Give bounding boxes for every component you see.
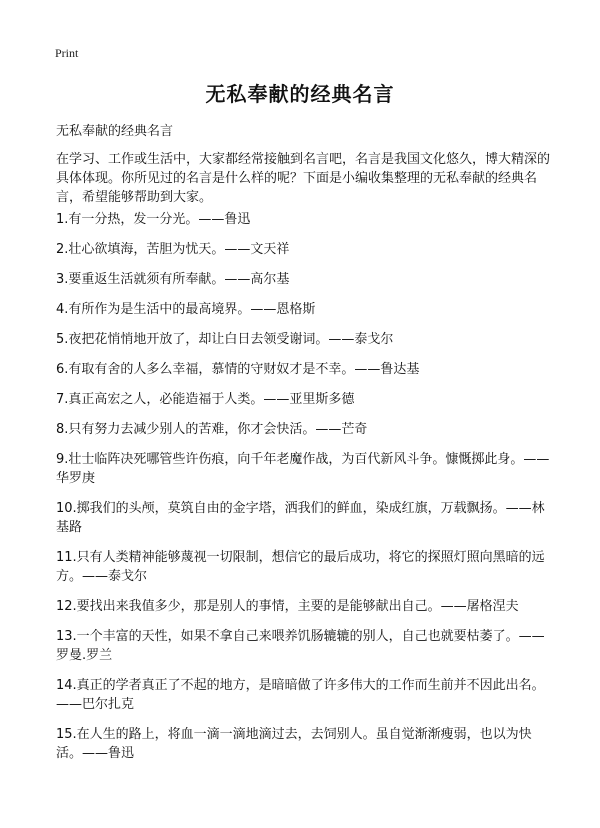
quote-item: 11.只有人类精神能够蔑视一切限制，想信它的最后成功，将它的探照灯照向黑暗的远方。——泰戈尔 (56, 550, 545, 584)
quote-item: 13.一个丰富的天性，如果不拿自己来喂养饥肠辘辘的别人，自己也就要枯萎了。——罗曼.罗兰 (56, 629, 545, 663)
quote-item: 2.壮心欲填海，苦胆为忧天。——文天祥 (56, 242, 290, 257)
intro-paragraph: 在学习、工作或生活中，大家都经常接触到名言吧，名言是我国文化悠久，博大精深的具体体现。你所见过的名言是什么样的呢？下面是小编收集整理的无私奉献的经典名言，希望能够帮助到大家。 (56, 152, 551, 205)
quote-item: 12.要找出来我值多少，那是别人的事情，主要的是能够献出自己。——屠格涅夫 (56, 599, 519, 614)
quote-item: 4.有所作为是生活中的最高境界。——恩格斯 (56, 302, 316, 317)
quote-item: 15.在人生的路上，将血一滴一滴地滴过去，去饲别人。虽自觉渐渐瘦弱，也以为快活。——鲁迅 (56, 727, 532, 761)
quote-item: 7.真正高宏之人，必能造福于人类。——亚里斯多德 (56, 392, 355, 407)
quote-item: 6.有取有舍的人多么幸福，慕情的守财奴才是不幸。——鲁达基 (56, 362, 420, 377)
quote-item: 10.掷我们的头颅，莫筑自由的金字塔，洒我们的鲜血，染成红旗，万载飘扬。——林基路 (56, 501, 545, 535)
document-subtitle: 无私奉献的经典名言 (56, 124, 174, 139)
quote-item: 1.有一分热，发一分光。——鲁迅 (56, 212, 251, 227)
page-title: 无私奉献的经典名言 (205, 82, 395, 106)
quote-item: 5.夜把花悄悄地开放了，却让白日去领受谢词。——泰戈尔 (56, 332, 394, 347)
quote-item: 3.要重返生活就须有所奉献。——高尔基 (56, 272, 290, 287)
quote-item: 8.只有努力去减少别人的苦难，你才会快活。——芒奇 (56, 422, 368, 437)
quote-item: 14.真正的学者真正了不起的地方，是暗暗做了许多伟大的工作而生前并不因此出名。——巴尔扎克 (56, 678, 545, 712)
print-link[interactable]: Print (55, 46, 79, 60)
quote-list (56, 210, 554, 774)
quote-item: 9.壮士临阵决死哪管些许伤痕，向千年老魔作战，为百代新风斗争。慷慨掷此身。——华罗庚 (56, 452, 550, 486)
